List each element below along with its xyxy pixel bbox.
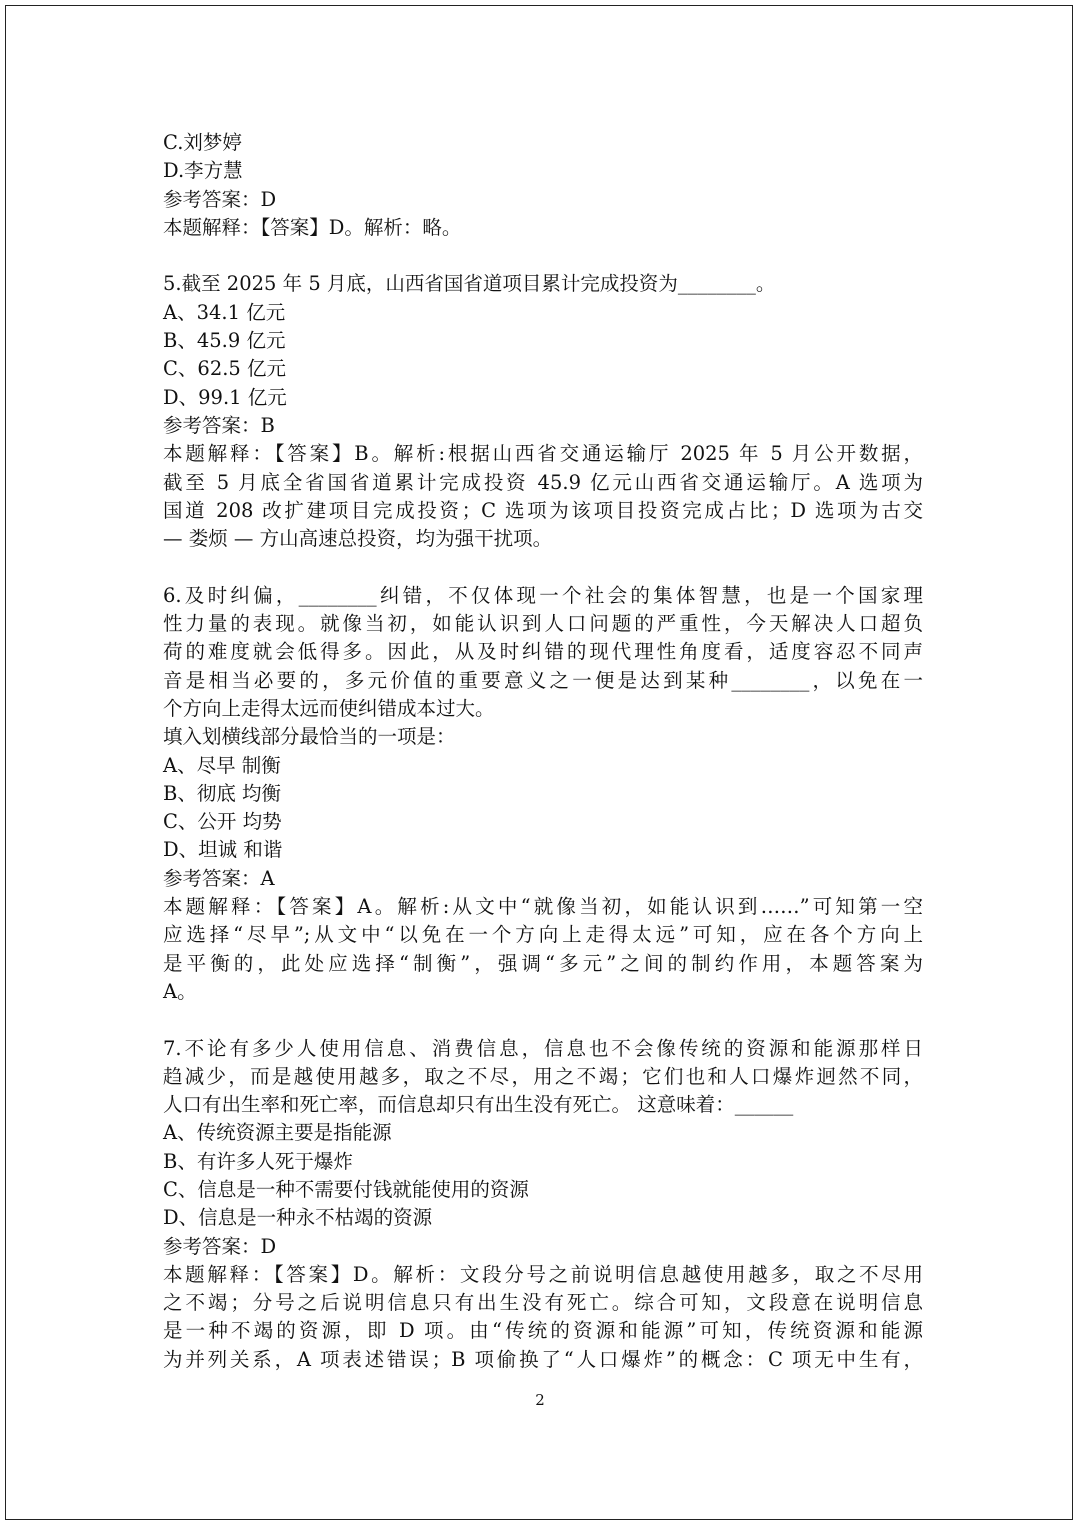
explanation-line: 本题解释：【答案】D。解析：文段分号之前说明信息越使用越多，取之不尽用 [163,1262,923,1286]
explanation-line: 是一种不竭的资源，即 D 项。由“传统的资源和能源”可知，传统资源和能源 [163,1319,923,1343]
option-text: C、公开 均势 [163,810,282,834]
option-text: C.刘梦婷 [163,131,242,154]
explanation-line: 为并列关系，A 项表述错误；B 项偷换了“人口爆炸”的概念：C 项无中生有， [163,1347,923,1371]
spacer [163,242,923,270]
answer-line: 参考答案：D [163,1234,277,1258]
option-text: B、45.9 亿元 [163,329,286,353]
explanation-line: 本题解释：【答案】B。解析:根据山西省交通运输厅 2025 年 5 月公开数据， [163,442,923,466]
question-stem: 个方向上走得太远而使纠错成本过大。 [163,696,495,720]
explanation-line: 应选择“尽早”;从文中“以免在一个方向上走得太远”可知，应在各个方向上 [163,923,923,947]
option-text: D、信息是一种永不枯竭的资源 [163,1206,433,1230]
option-text: A、尽早 制衡 [163,753,281,777]
page-number: 2 [535,1391,545,1409]
option-text: D.李方慧 [163,159,243,183]
explanation-line: 本题解释：【答案】D。解析：略。 [163,215,462,239]
spacer [163,553,923,581]
question-stem: 人口有出生率和死亡率，而信息却只有出生没有死亡。 这意味着：______ [163,1093,794,1117]
option-text: A、传统资源主要是指能源 [163,1121,392,1145]
explanation-line: 截至 5 月底全省国省道累计完成投资 45.9 亿元山西省交通运输厅。A 选项为 [163,470,923,494]
answer-line: 参考答案：A [163,866,275,890]
answer-line: 参考答案：B [163,413,275,437]
question-5 [163,270,923,553]
answer-line: 参考答案：D [163,187,277,211]
question-stem: 性力量的表现。就像当初，如能认识到人口问题的严重性，今天解决人口超负 [163,612,923,636]
spacer [163,1006,923,1034]
option-text: C、62.5 亿元 [163,357,287,381]
question-stem: 荷的难度就会低得多。因此，从及时纠错的现代理性角度看，适度容忍不同声 [163,640,923,664]
document-body [163,129,923,1374]
explanation-line: 是平衡的，此处应选择“制衡”，强调“多元”之间的制约作用，本题答案为 [163,951,923,975]
explanation-line: 国道 208 改扩建项目完成投资；C 选项为该项目投资完成占比；D 选项为古交 [163,498,923,522]
question-stem: 6.及时纠偏，________纠错，不仅体现一个社会的集体智慧，也是一个国家理 [163,583,923,607]
question-stem: 趋减少，而是越使用越多，取之不尽，用之不竭；它们也和人口爆炸迥然不同， [163,1064,923,1088]
question-prompt: 填入划横线部分最恰当的一项是： [163,725,456,749]
option-text: D、99.1 亿元 [163,385,287,409]
option-text: B、有许多人死于爆炸 [163,1149,353,1173]
question-4-tail [163,129,923,242]
explanation-line: 本题解释：【答案】A。解析:从文中“就像当初，如能认识到……”可知第一空 [163,895,923,919]
question-stem: 7.不论有多少人使用信息、消费信息，信息也不会像传统的资源和能源那样日 [163,1036,923,1060]
option-text: C、信息是一种不需要付钱就能使用的资源 [163,1177,529,1201]
explanation-line: A。 [163,979,197,1003]
question-7 [163,1035,923,1375]
option-text: A、34.1 亿元 [163,300,286,324]
explanation-line: — 娄烦 — 方山高速总投资，均为强干扰项。 [163,527,553,551]
question-stem: 5.截至 2025 年 5 月底，山西省国省道项目累计完成投资为________。 [163,272,776,296]
option-text: B、彻底 均衡 [163,781,282,805]
option-text: D、坦诚 和谐 [163,838,283,862]
question-6 [163,582,923,1006]
explanation-line: 之不竭；分号之后说明信息只有出生没有死亡。综合可知，文段意在说明信息 [163,1291,923,1315]
question-stem: 音是相当必要的，多元价值的重要意义之一便是达到某种________，以免在一 [163,668,923,692]
